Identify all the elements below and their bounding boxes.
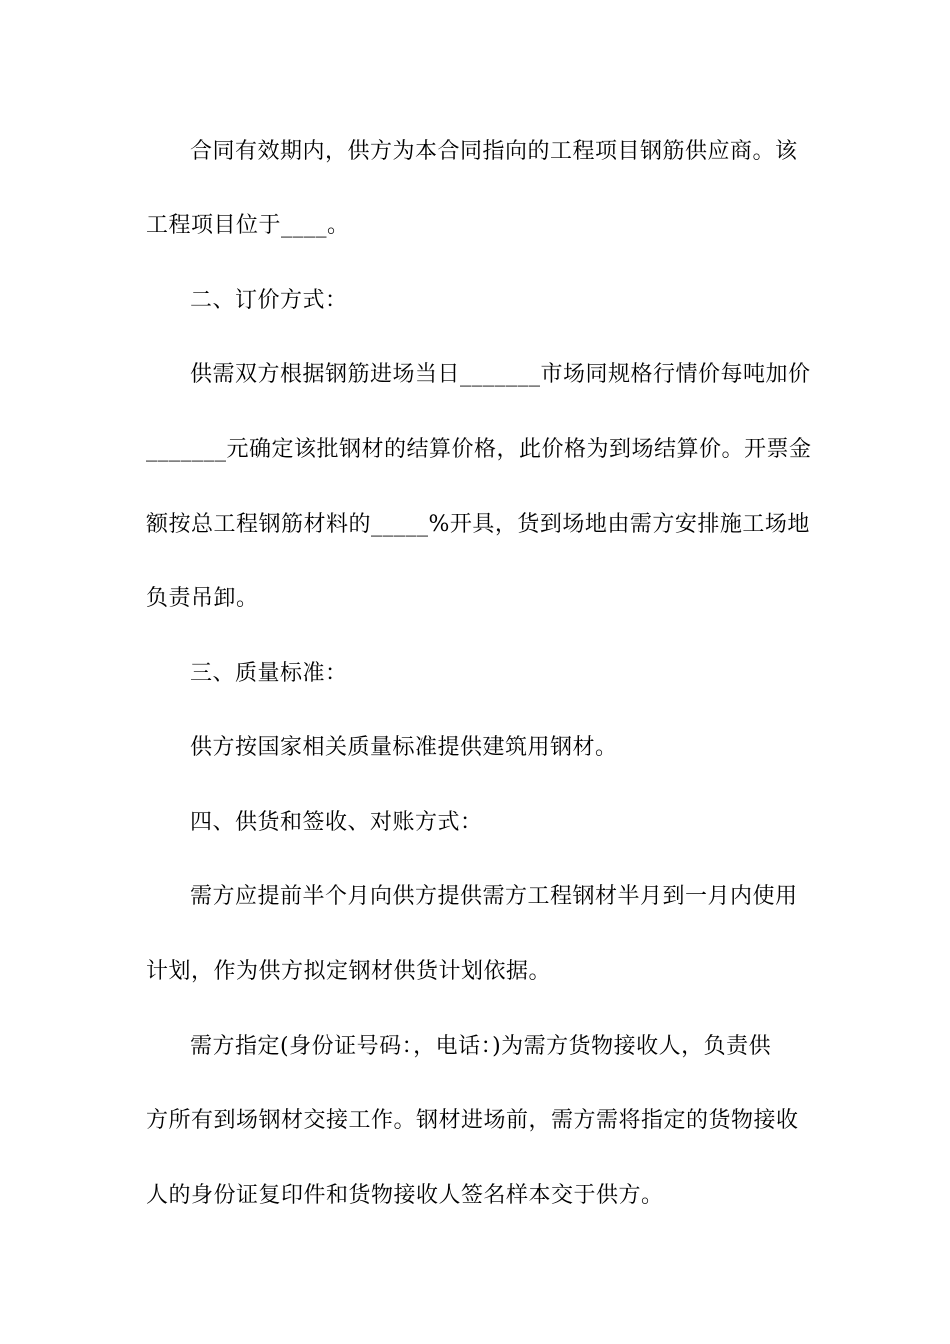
paragraph-line: 人的身份证复印件和货物接收人签名样本交于供方。 xyxy=(146,1183,664,1208)
paragraph-line: 供方按国家相关质量标准提供建筑用钢材。 xyxy=(190,735,618,760)
paragraph-line: 合同有效期内，供方为本合同指向的工程项目钢筋供应商。该 xyxy=(190,139,798,164)
section-heading: 二、订价方式： xyxy=(190,288,348,313)
paragraph-line: 供需双方根据钢筋进场当日_______市场同规格行情价每吨加价 xyxy=(190,362,811,387)
paragraph-line: 负责吊卸。 xyxy=(146,586,259,611)
paragraph-line: 计划，作为供方拟定钢材供货计划依据。 xyxy=(146,959,552,984)
paragraph-line: 额按总工程钢筋材料的_____%开具，货到场地由需方安排施工场地 xyxy=(146,512,810,537)
paragraph-line: 工程项目位于____。 xyxy=(146,213,350,238)
section-heading: 四、供货和签收、对账方式： xyxy=(190,810,483,835)
section-heading: 三、质量标准： xyxy=(190,661,348,686)
paragraph-line: 需方应提前半个月向供方提供需方工程钢材半月到一月内使用 xyxy=(190,884,798,909)
paragraph-line: 方所有到场钢材交接工作。钢材进场前，需方需将指定的货物接收 xyxy=(146,1108,799,1133)
paragraph-line: 需方指定(身份证号码：，电话：)为需方货物接收人，负责供 xyxy=(190,1034,772,1059)
paragraph-line: _______元确定该批钢材的结算价格，此价格为到场结算价。开票金 xyxy=(146,437,812,462)
